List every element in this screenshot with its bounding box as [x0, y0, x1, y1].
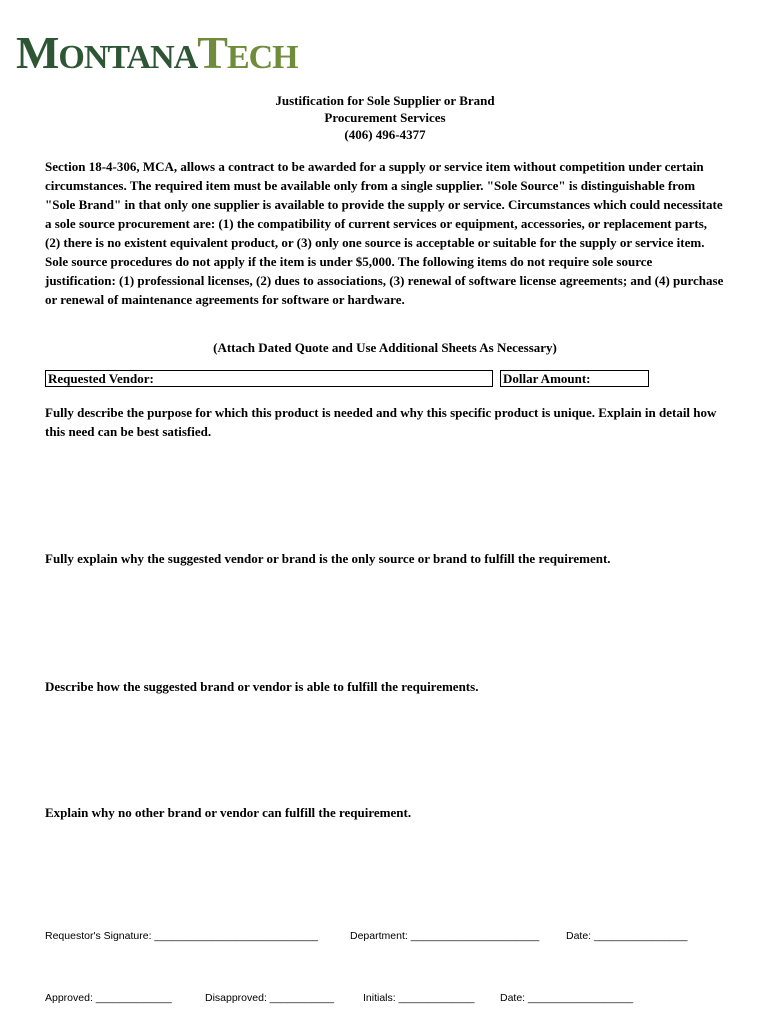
approval-date-field[interactable]: Date: __________________ — [500, 992, 634, 1004]
question-fulfill: Describe how the suggested brand or vendor is able to fulfill the requirements. — [45, 679, 479, 694]
department-field[interactable]: Department: ______________________ — [350, 930, 540, 942]
intro-paragraph: Section 18-4-306, MCA, allows a contract to be awarded for a supply or service item without competition under certain circumstances. The required item must be available only from a single supplier. "Sole Source" is distinguishable from "Sole Brand" in that only one supplier is available to provide the supply or service. Circumstances which could necessitate a sole source procurement are: (1) the compatibility of current services or equipment, accessories, or replacement parts, (2) there is no existent equivalent product, or (3) only one source is acceptable or suitable for the supply or service item. Sole source procedures do not apply if the item is under $5,000. The following items do not require sole source justification: (1) professional licenses, (2) dues to associations, (3) renewal of software license agreements; and (4) purchase or renewal of maintenance agreements for software or hardware. — [45, 159, 724, 307]
form-header — [0, 92, 770, 143]
logo-letter-large: T — [197, 27, 227, 78]
department-name: Procurement Services — [324, 110, 446, 125]
approved-field[interactable]: Approved: _____________ — [45, 992, 172, 1004]
question-no-other: Explain why no other brand or vendor can fulfill the requirement. — [45, 805, 412, 820]
date-field[interactable]: Date: ________________ — [566, 930, 688, 942]
question-purpose: Fully describe the purpose for which this product is needed and why this specific product is unique. Explain in detail how this need can be best satisfied. — [45, 405, 717, 439]
form-title: Justification for Sole Supplier or Brand — [275, 93, 495, 108]
logo-letter-large: M — [16, 27, 59, 78]
montana-tech-logo — [16, 27, 298, 78]
logo-letters-small: ONTANA — [58, 39, 198, 76]
disapproved-field[interactable]: Disapproved: ___________ — [205, 992, 335, 1004]
logo-tech — [197, 27, 298, 78]
logo-montana — [16, 27, 198, 78]
question-only-source: Fully explain why the suggested vendor or brand is the only source or brand to fulfill the requirement. — [45, 551, 611, 566]
initials-field[interactable]: Initials: _____________ — [363, 992, 475, 1004]
phone-number: (406) 496-4377 — [344, 127, 426, 142]
requestor-signature-field[interactable]: Requestor's Signature: ____________________________ — [45, 930, 318, 942]
attach-note: (Attach Dated Quote and Use Additional Sheets As Necessary) — [213, 340, 557, 355]
dollar-amount-field[interactable]: Dollar Amount: — [500, 370, 649, 387]
requested-vendor-field[interactable]: Requested Vendor: — [45, 370, 493, 387]
logo-letters-small: ECH — [226, 39, 298, 76]
